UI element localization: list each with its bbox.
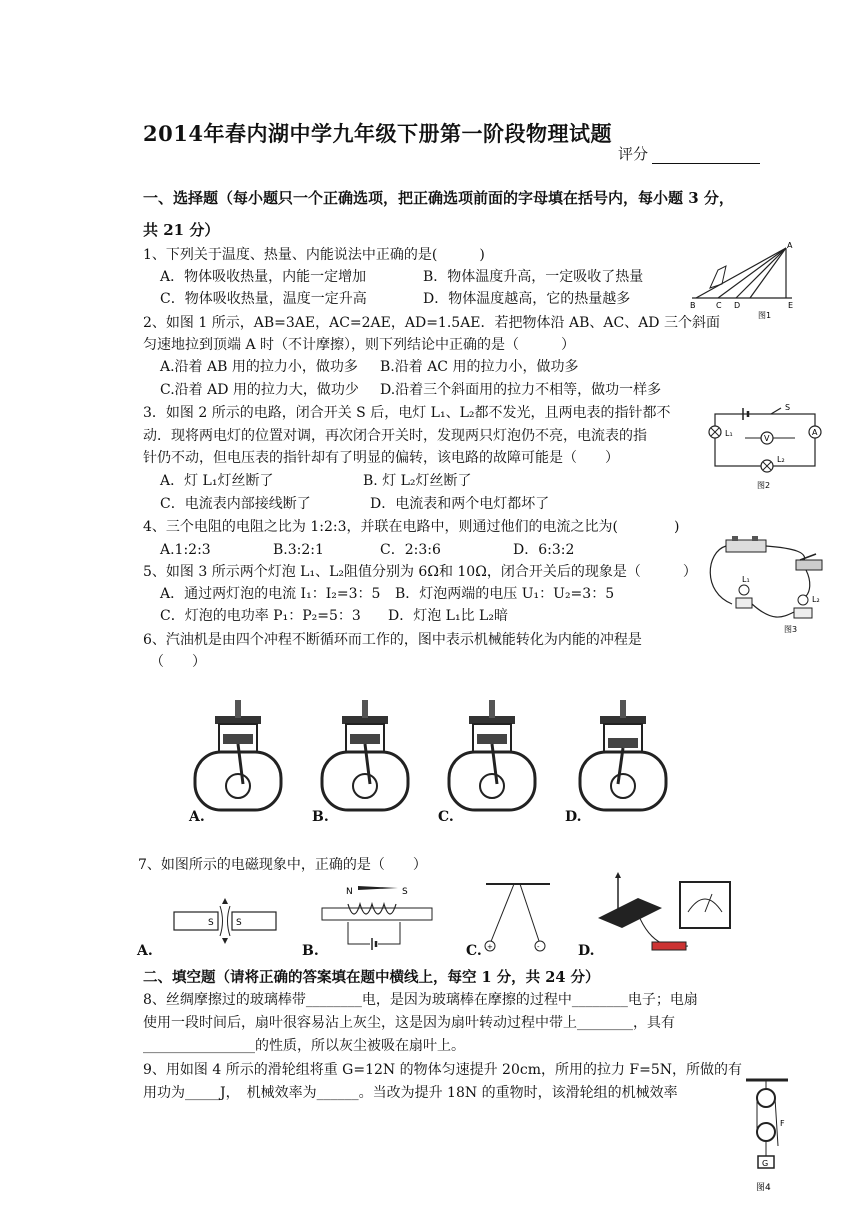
q7a-label-s2: S (236, 918, 242, 928)
q8-line3: ________________的性质，所以灰尘被吸在扇叶上。 (143, 1038, 465, 1054)
q7-figure-b-solenoid (318, 884, 436, 956)
svg-text:-: - (537, 943, 540, 951)
q7-label-a: A. (137, 943, 153, 959)
section1-heading-1: 一、选择题（每小题只一个正确选项，把正确选项前面的字母填在括号内，每小题 3 分， (143, 189, 734, 207)
fig3-label-l2: L₂ (812, 595, 820, 604)
q3-line3: 针仍不动，但电压表的指针却有了明显的偏转，该电路的故障可能是（ ） (143, 450, 619, 466)
q9-line2: 用功为_____J， 机械效率为______。当改为提升 18N 的重物时，该滑轮组的机械效率 (143, 1085, 678, 1101)
q2-option-c: C.沿着 AD 用的拉力大，做功少 (160, 382, 359, 398)
q7b-label-s: S (402, 887, 408, 897)
q7-label-d: D. (578, 943, 595, 959)
q6-label-c: C. (438, 809, 454, 825)
figure-2-circuit (705, 402, 830, 494)
q7-label-b: B. (302, 943, 319, 959)
svg-text:+: + (487, 943, 493, 951)
fig4-label-g: G (762, 1159, 769, 1168)
q3-line2: 动．现将两电灯的位置对调，再次闭合开关时，发现两只灯泡仍不亮，电流表的指 (143, 428, 647, 444)
q4-stem: 4、三个电阻的电阻之比为 1:2:3，并联在电路中，则通过他们的电流之比为( ) (143, 519, 680, 535)
q7-figure-d-generator (592, 868, 742, 958)
fig4-label-f: F (780, 1119, 785, 1128)
q2-line1: 2、如图 1 所示，AB=3AE，AC=2AE，AD=1.5AE．若把物体沿 AB、AC、AD 三个斜面 (143, 315, 720, 331)
q7-figure-c-pendulums (478, 880, 558, 956)
q1-option-b: B．物体温度升高，一定吸收了热量 (423, 269, 644, 285)
q1-stem: 1、下列关于温度、热量、内能说法中正确的是( ) (143, 247, 485, 263)
q7b-label-n: N (346, 887, 353, 897)
fig1-label-b: B (690, 301, 696, 310)
fig2-label-l1: L₁ (725, 429, 733, 438)
q3-option-b: B. 灯 L₂灯丝断了 (363, 473, 472, 489)
q9-line1: 9、用如图 4 所示的滑轮组将重 G=12N 的物体匀速提升 20cm，所用的拉力 F=5N，所做的有 (143, 1062, 743, 1078)
figure-4-pulley (742, 1076, 794, 1212)
q5-option-c: C．灯泡的电功率 P₁：P₂=5：3 (160, 608, 361, 624)
fig1-label-c: C (716, 301, 722, 310)
q7-figure-a-magnets (170, 890, 280, 950)
q7a-label-s1: S (208, 918, 214, 928)
q1-option-c: C．物体吸收热量，温度一定升高 (160, 291, 367, 307)
q3-option-c: C．电流表内部接线断了 (160, 496, 311, 512)
fig4-caption: 图4 (756, 1183, 771, 1193)
q3-line1: 3．如图 2 所示的电路，闭合开关 S 后，电灯 L₁、L₂都不发光，且两电表的指针都不 (143, 405, 671, 421)
q8-line2: 使用一段时间后，扇叶很容易沾上灰尘，这是因为扇叶转动过程中带上________，具有 (143, 1015, 675, 1031)
fig3-caption: 图3 (784, 625, 798, 634)
fig1-label-e: E (788, 301, 794, 310)
fig1-label-d: D (734, 301, 741, 310)
q7-stem: 7、如图所示的电磁现象中，正确的是（ ） (138, 857, 427, 873)
q4-option-d: D．6:3:2 (513, 542, 575, 558)
section1-heading-2: 共 21 分） (143, 221, 220, 239)
score-field (618, 143, 760, 164)
q2-line2: 匀速地拉到顶端 A 时（不计摩擦），则下列结论中正确的是（ ） (143, 337, 576, 353)
q7-label-c: C. (466, 943, 482, 959)
q6-label-b: B. (312, 809, 329, 825)
q4-option-c: C．2:3:6 (380, 542, 441, 558)
q4-option-b: B.3:2:1 (273, 542, 324, 558)
q6-label-a: A. (189, 809, 205, 825)
fig3-label-l1: L₁ (742, 575, 750, 584)
figure-3-circuit (702, 532, 830, 640)
score-label: 评分 (618, 145, 649, 163)
q8-line1: 8、丝绸摩擦过的玻璃棒带________电，是因为玻璃棒在摩擦的过程中________电子；电扇 (143, 992, 698, 1008)
section2-heading: 二、填空题（请将正确的答案填在题中横线上，每空 1 分，共 24 分） (143, 969, 600, 986)
fig2-label-a: A (812, 428, 818, 437)
fig2-label-s: S (785, 403, 791, 412)
q3-option-a: A．灯 L₁灯丝断了 (160, 473, 274, 489)
q6-label-d: D. (565, 809, 582, 825)
q6-line2: （ ） (150, 654, 206, 670)
q5-stem: 5、如图 3 所示两个灯泡 L₁、L₂阻值分别为 6Ω和 10Ω，闭合开关后的现象是（ ） (143, 564, 697, 580)
score-blank[interactable] (652, 149, 760, 164)
fig2-caption: 图2 (757, 481, 771, 490)
q5-option-d: D．灯泡 L₁比 L₂暗 (388, 608, 508, 624)
q6-engine-d (570, 694, 670, 824)
q2-option-b: B.沿着 AC 用的拉力小，做功多 (380, 359, 579, 375)
fig2-label-v: V (764, 434, 770, 443)
page-title: 2014年春内湖中学九年级下册第一阶段物理试题 (143, 121, 612, 146)
q1-option-d: D．物体温度越高，它的热量越多 (423, 291, 631, 307)
q2-option-a: A.沿着 AB 用的拉力小，做功多 (160, 359, 358, 375)
q5-option-b: B．灯泡两端的电压 U₁：U₂=3：5 (395, 586, 615, 602)
fig2-label-l2: L₂ (777, 455, 785, 464)
q1-option-a: A．物体吸收热量，内能一定增加 (160, 269, 367, 285)
q4-option-a: A.1:2:3 (160, 542, 211, 558)
figure-1-inclines (688, 240, 798, 320)
fig1-label-a: A (787, 241, 793, 250)
q3-option-d: D．电流表和两个电灯都坏了 (370, 496, 550, 512)
q6-engine-figures (185, 694, 625, 824)
fig1-caption: 图1 (758, 311, 772, 320)
q2-option-d: D.沿着三个斜面用的拉力不相等，做功一样多 (380, 382, 662, 398)
q6-line1: 6、汽油机是由四个冲程不断循环而工作的，图中表示机械能转化为内能的冲程是 (143, 632, 642, 648)
q5-option-a: A．通过两灯泡的电流 I₁：I₂=3：5 (160, 586, 381, 602)
